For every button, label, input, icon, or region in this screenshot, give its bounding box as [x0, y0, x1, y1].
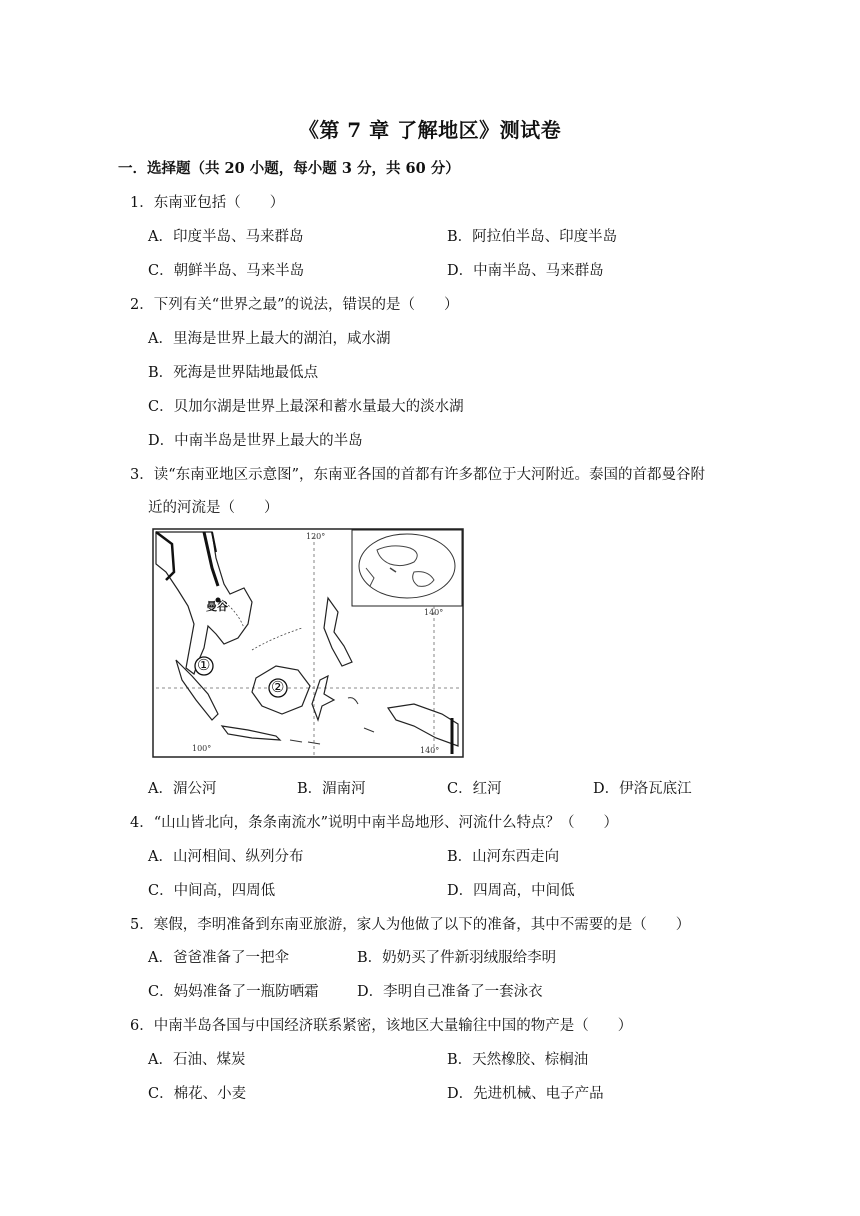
page-title: 《第 7 章 了解地区》测试卷	[298, 118, 562, 142]
question-4-option-c[interactable]: C．中间高，四周低	[148, 883, 276, 899]
question-3-option-c[interactable]: C．红河	[447, 781, 502, 797]
question-1-option-b[interactable]: B．阿拉伯半岛、印度半岛	[447, 229, 618, 245]
map-label-marker-1: ①	[197, 656, 211, 674]
question-1-stem: 1．东南亚包括（ ）	[130, 195, 285, 211]
map-label-lon-140-bottom: 140°	[420, 746, 440, 755]
question-5-stem: 5．寒假，李明准备到东南亚旅游，家人为他做了以下的准备，其中不需要的是（ ）	[130, 917, 691, 933]
question-2-stem: 2．下列有关“世界之最”的说法，错误的是（ ）	[130, 297, 459, 313]
map-label-capital: 曼谷	[206, 600, 228, 613]
question-3-option-b[interactable]: B．湄南河	[297, 781, 366, 797]
question-6-option-b[interactable]: B．天然橡胶、棕榈油	[447, 1052, 589, 1068]
question-6-option-c[interactable]: C．棉花、小麦	[148, 1086, 247, 1102]
question-2-option-b[interactable]: B．死海是世界陆地最低点	[148, 365, 319, 381]
map-label-lon-120: 120°	[306, 532, 326, 541]
question-3-option-d[interactable]: D．伊洛瓦底江	[593, 781, 692, 797]
southeast-asia-map	[152, 528, 464, 758]
map-label-lon-140-top: 140°	[424, 608, 444, 617]
question-6-stem: 6．中南半岛各国与中国经济联系紧密，该地区大量输往中国的物产是（ ）	[130, 1018, 633, 1034]
question-4-option-b[interactable]: B．山河东西走向	[447, 849, 560, 865]
map-label-lon-100: 100°	[192, 744, 212, 753]
question-1-option-c[interactable]: C．朝鲜半岛、马来半岛	[148, 263, 305, 279]
question-4-option-a[interactable]: A．山河相间、纵列分布	[148, 849, 304, 865]
question-1-option-a[interactable]: A．印度半岛、马来群岛	[148, 229, 304, 245]
question-2-option-c[interactable]: C．贝加尔湖是世界上最深和蓄水量最大的淡水湖	[148, 399, 464, 415]
question-6-option-a[interactable]: A．石油、煤炭	[148, 1052, 246, 1068]
inset-globe	[352, 530, 462, 606]
question-3-stem-line1: 3．读“东南亚地区示意图”，东南亚各国的首都有许多都位于大河附近。泰国的首都曼谷附	[130, 467, 706, 483]
question-5-option-c[interactable]: C．妈妈准备了一瓶防晒霜	[148, 984, 319, 1000]
question-2-option-d[interactable]: D．中南半岛是世界上最大的半岛	[148, 433, 363, 449]
question-5-option-b[interactable]: B．奶奶买了件新羽绒服给李明	[357, 950, 557, 966]
question-5-option-d[interactable]: D．李明自己准备了一套泳衣	[357, 984, 543, 1000]
question-3-stem-line2: 近的河流是（ ）	[148, 500, 279, 516]
question-5-option-a[interactable]: A．爸爸准备了一把伞	[148, 950, 289, 966]
question-6-option-d[interactable]: D．先进机械、电子产品	[447, 1086, 604, 1102]
question-4-option-d[interactable]: D．四周高，中间低	[447, 883, 575, 899]
question-1-option-d[interactable]: D．中南半岛、马来群岛	[447, 263, 604, 279]
map-label-marker-2: ②	[271, 678, 285, 696]
question-4-stem: 4．“山山皆北向，条条南流水”说明中南半岛地形、河流什么特点？（ ）	[130, 815, 619, 831]
section-heading: 一．选择题（共 20 小题，每小题 3 分，共 60 分）	[118, 160, 460, 177]
question-2-option-a[interactable]: A．里海是世界上最大的湖泊，咸水湖	[148, 331, 391, 347]
question-3-option-a[interactable]: A．湄公河	[148, 781, 217, 797]
